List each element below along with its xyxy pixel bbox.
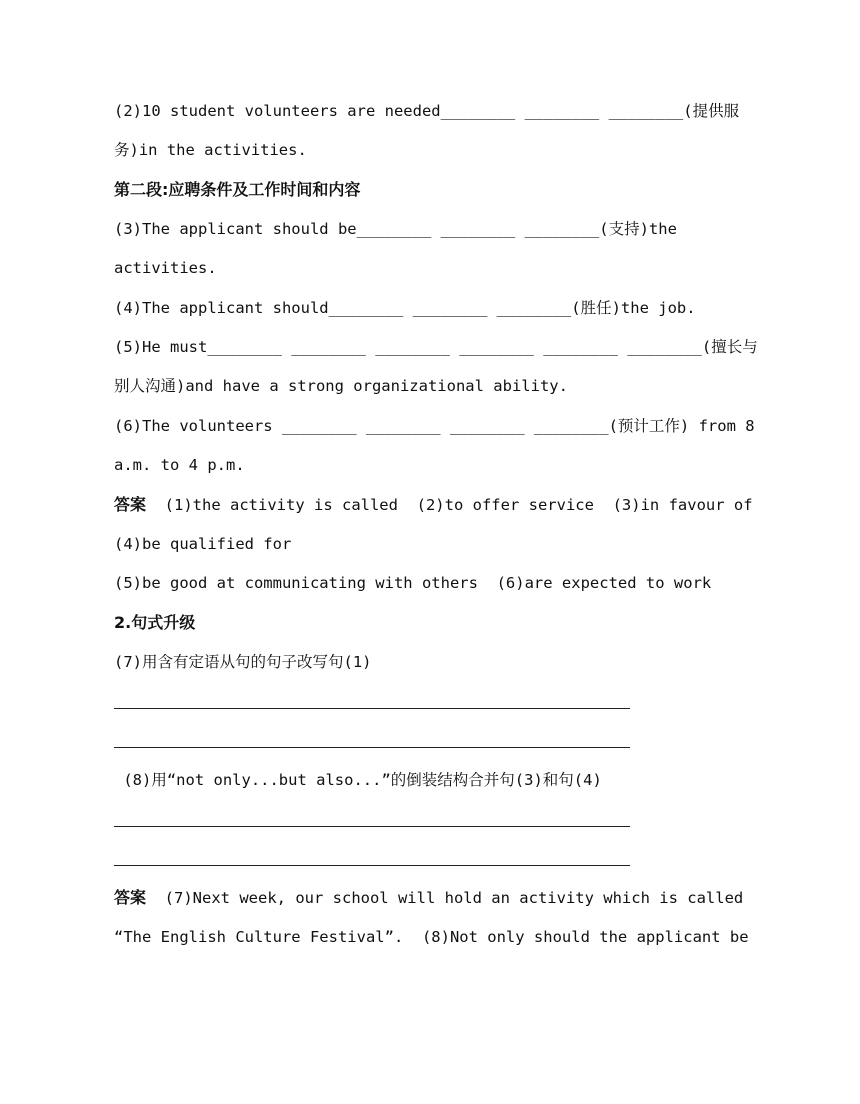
- text-line-q3-cont: activities.: [114, 259, 217, 277]
- answer-text: (1)the activity is called (2)to offer service (3)in favour of: [146, 496, 753, 514]
- text-line-q4: (4)The applicant should________ ________ ________(胜任)the job.: [114, 299, 696, 317]
- text-line-q2-cont: 务)in the activities.: [114, 141, 307, 159]
- text-line-q8: (8)用“not only...but also...”的倒装结构合并句(3)和句(4): [114, 771, 602, 789]
- answer-line-1: [114, 495, 753, 515]
- answer-line-3: (5)be good at communicating with others (6)are expected to work: [114, 574, 712, 592]
- answer-rule: [114, 708, 630, 709]
- text-line-q2: (2)10 student volunteers are needed________ ________ ________(提供服: [114, 102, 740, 120]
- answer-line-5: “The English Culture Festival”. (8)Not only should the applicant be: [114, 928, 749, 946]
- answer-label: 答案: [114, 888, 147, 907]
- section-heading-sentence-upgrade: 2.句式升级: [114, 613, 196, 632]
- answer-rule: [114, 865, 630, 866]
- answer-rule: [114, 747, 630, 748]
- text-line-q7: (7)用含有定语从句的句子改写句(1): [114, 653, 372, 671]
- answer-label: 答案: [114, 495, 147, 514]
- answer-line-2: (4)be qualified for: [114, 535, 292, 553]
- answer-rule: [114, 826, 630, 827]
- section-heading-paragraph-two: 第二段:应聘条件及工作时间和内容: [114, 180, 361, 199]
- text-line-q5-cont: 别人沟通)and have a strong organizational ability.: [114, 377, 568, 395]
- text-line-q6-cont: a.m. to 4 p.m.: [114, 456, 245, 474]
- text-line-q3: (3)The applicant should be________ ________ ________(支持)the: [114, 220, 677, 238]
- text-line-q5: (5)He must________ ________ ________ ________ ________ ________(擅长与: [114, 338, 758, 356]
- text-line-q6: (6)The volunteers ________ ________ ________ ________(预计工作) from 8: [114, 417, 755, 435]
- answer-line-4: [114, 888, 743, 908]
- answer-text: (7)Next week, our school will hold an activity which is called: [146, 889, 744, 907]
